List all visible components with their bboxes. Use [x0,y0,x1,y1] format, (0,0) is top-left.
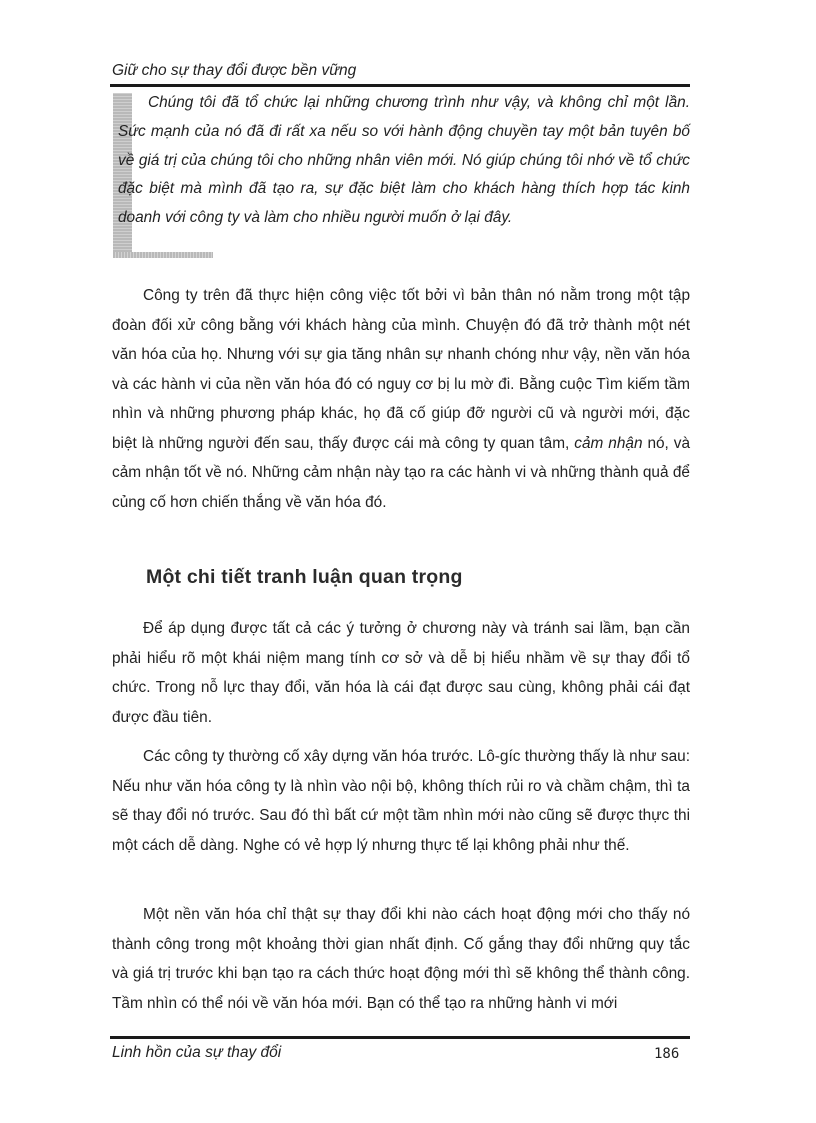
paragraph-1-text-after: nó, và cảm nhận tốt về nó. Những cảm nhận này tạo ra các hành vi và những thành quả để củng cố hơn chiến thắng về văn hóa đó. [112,434,691,511]
running-footer-title: Linh hồn của sự thay đổi [112,1044,282,1061]
body-paragraph-4: Một nền văn hóa chỉ thật sự thay đổi khi nào cách hoạt động mới cho thấy nó thành công trong một khoảng thời gian nhất định. Cố gắng thay đổi những quy tắc và giá trị trước khi bạn tạo ra cách thức hoạt động mới thì sẽ không thể thành công. Tầm nhìn có thể nói về văn hóa mới. Bạn có thể tạo ra những hành vi mới [112,906,690,1012]
body-paragraph-2: Để áp dụng được tất cả các ý tưởng ở chương này và tránh sai lầm, bạn cần phải hiểu rõ một khái niệm mang tính cơ sở và dễ bị hiểu nhầm về sự thay đổi tổ chức. Trong nỗ lực thay đổi, văn hóa là cái đạt được sau cùng, không phải cái đạt được đầu tiên. [112,620,690,726]
paragraph-1-text-before: Công ty trên đã thực hiện công việc tốt bởi vì bản thân nó nằm trong một tập đoàn đối xử công bằng với khách hàng của mình. Chuyện đó đã trở thành một nét văn hóa của họ. Nhưng với sự gia tăng nhân sự nhanh chóng như vậy, nền văn hóa và các hành vi của nền văn hóa đó có nguy cơ bị lu mờ đi. Bằng cuộc Tìm kiếm tầm nhìn và những phương pháp khác, họ đã cố giúp đỡ người cũ và người mới, đặc biệt là những người đến sau, thấy được cái mà công ty quan tâm, [112,287,690,452]
running-header-title: Giữ cho sự thay đổi được bền vững [112,62,357,79]
quote-bottom-decoration [113,252,213,258]
page-number: 186 [654,1046,680,1062]
header-rule [110,84,690,87]
footer-rule [110,1036,690,1039]
section-heading: Một chi tiết tranh luận quan trọng [146,566,463,588]
paragraph-1-emphasis: cảm nhận [574,434,643,452]
body-paragraph-1 [112,281,690,517]
body-paragraph-3: Các công ty thường cố xây dựng văn hóa trước. Lô-gíc thường thấy là như sau: Nếu như văn hóa công ty là nhìn vào nội bộ, không thích rủi ro và chầm chậm, thì ta sẽ thay đổi nó trước. Sau đó thì bất cứ một tầm nhìn mới nào cũng sẽ được thực thi một cách dễ dàng. Nghe có vẻ hợp lý nhưng thực tế lại không phải như thế. [112,748,690,854]
pull-quote: Chúng tôi đã tổ chức lại những chương trình như vậy, và không chỉ một lần. Sức mạnh của nó đã đi rất xa nếu so với hành động chuyền tay một bản tuyên bố về giá trị của chúng tôi cho những nhân viên mới. Nó giúp chúng tôi nhớ về tổ chức đặc biệt mà mình đã tạo ra, sự đặc biệt làm cho khách hàng thích hợp tác kinh doanh với công ty và làm cho nhiều người muốn ở lại đây. [118,94,690,227]
